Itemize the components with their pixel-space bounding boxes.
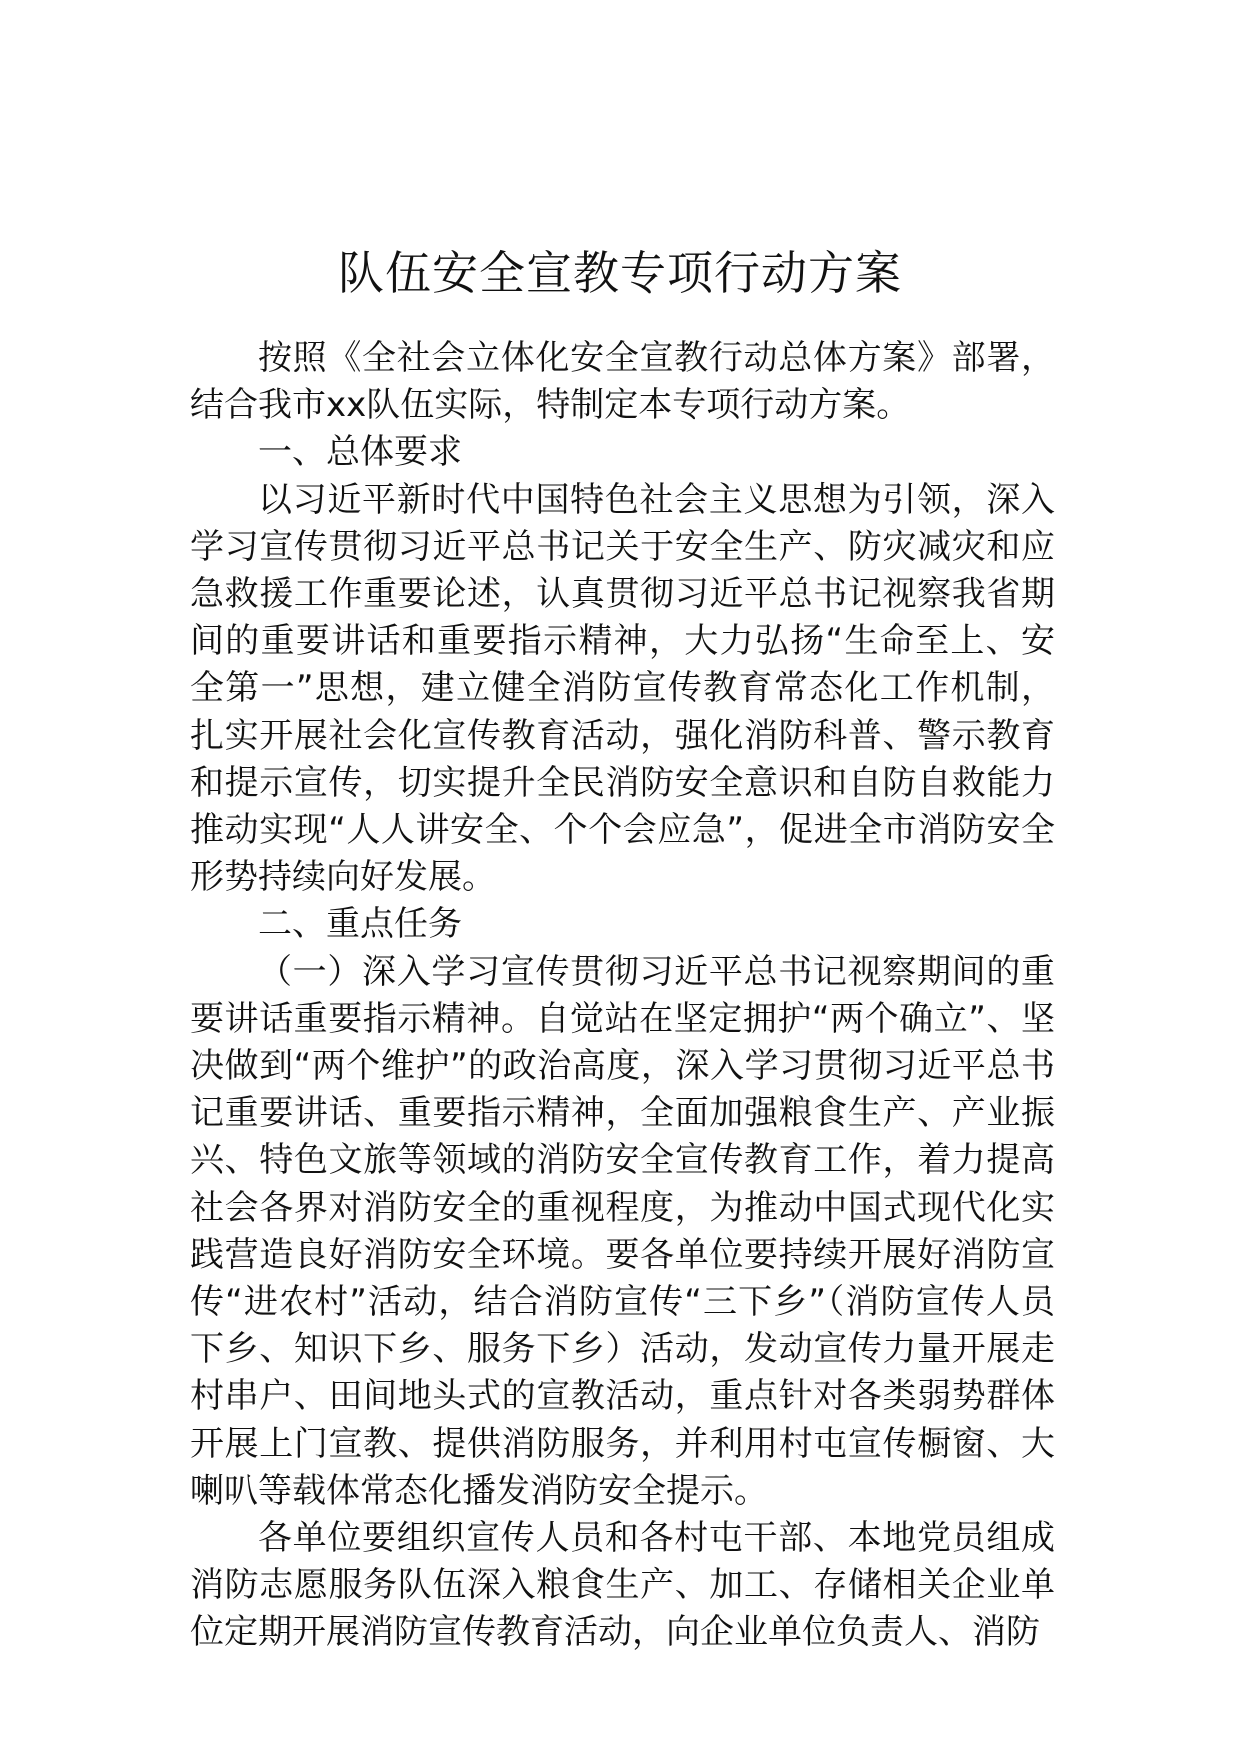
key-task-1-continuation-paragraph: 各单位要组织宣传人员和各村屯干部、本地党员组成消防志愿服务队伍深入粮食生产、加工、存储相关企业单位定期开展消防宣传教育活动，向企业单位负责人、消防	[190, 1518, 1055, 1653]
document-body	[190, 335, 1055, 1657]
section-heading-key-tasks: 二、重点任务	[258, 904, 462, 945]
intro-paragraph: 按照《全社会立体化安全宣教行动总体方案》部署，结合我市xx队伍实际，特制定本专项行动方案。	[190, 338, 1055, 426]
general-requirements-paragraph: 以习近平新时代中国特色社会主义思想为引领，深入学习宣传贯彻习近平总书记关于安全生产、防灾减灾和应急救援工作重要论述，认真贯彻习近平总书记视察我省期间的重要讲话和重要指示精神，大力弘扬“生命至上、安全第一”思想，建立健全消防宣传教育常态化工作机制，扎实开展社会化宣传教育活动，强化消防科普、警示教育和提示宣传，切实提升全民消防安全意识和自防自救能力推动实现“人人讲安全、个个会应急”，促进全市消防安全形势持续向好发展。	[190, 479, 1055, 898]
key-task-1-paragraph: （一）深入学习宣传贯彻习近平总书记视察期间的重要讲话重要指示精神。自觉站在坚定拥护“两个确立”、坚决做到“两个维护”的政治高度，深入学习贯彻习近平总书记重要讲话、重要指示精神，全面加强粮食生产、产业振兴、特色文旅等领域的消防安全宣传教育工作，着力提高社会各界对消防安全的重视程度，为推动中国式现代化实践营造良好消防安全环境。要各单位要持续开展好消防宣传“进农村”活动，结合消防宣传“三下乡”（消防宣传人员下乡、知识下乡、服务下乡）活动，发动宣传力量开展走村串户、田间地头式的宣教活动，重点针对各类弱势群体开展上门宣教、提供消防服务，并利用村屯宣传橱窗、大喇叭等载体常态化播发消防安全提示。	[190, 951, 1055, 1511]
document-title: 队伍安全宣教专项行动方案	[338, 245, 902, 300]
section-heading-general-requirements: 一、总体要求	[258, 432, 462, 473]
